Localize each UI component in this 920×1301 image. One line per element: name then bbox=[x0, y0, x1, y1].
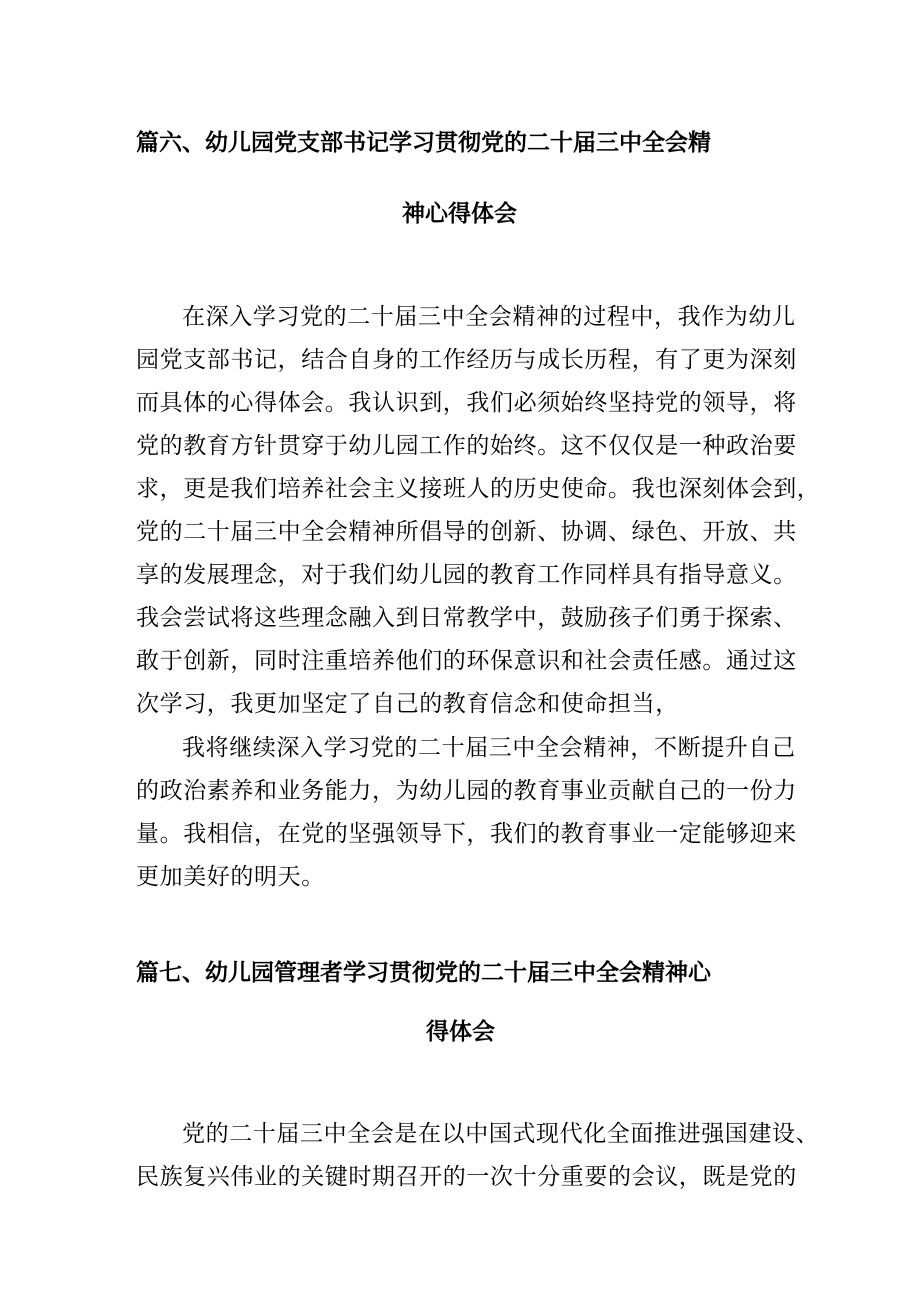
section6-p1-line: 敢于创新，同时注重培养他们的环保意识和社会责任感。通过这 bbox=[136, 648, 797, 674]
section6-title-line1: 篇六、幼儿园党支部书记学习贯彻党的二十届三中全会精 bbox=[136, 130, 711, 156]
section6-p2-line: 我将继续深入学习党的二十届三中全会精神，不断提升自己 bbox=[182, 735, 796, 761]
section7-title-line1: 篇七、幼儿园管理者学习贯彻党的二十届三中全会精神心 bbox=[136, 960, 711, 986]
section6-title-line2: 神心得体会 bbox=[402, 201, 517, 227]
section6-p2-line: 更加美好的明天。 bbox=[136, 864, 325, 890]
section6-p2-line: 量。我相信，在党的坚强领导下，我们的教育事业一定能够迎来 bbox=[136, 821, 797, 847]
section6-p1-line: 而具体的心得体会。我认识到，我们必须始终坚持党的领导，将 bbox=[136, 390, 797, 416]
section6-p1-line: 求，更是我们培养社会主义接班人的历史使命。我也深刻体会到， bbox=[136, 476, 821, 502]
section6-p1-line: 享的发展理念，对于我们幼儿园的教育工作同样具有指导意义。 bbox=[136, 562, 797, 588]
section7-p1-line: 党的二十届三中全会是在以中国式现代化全面推进强国建设、 bbox=[182, 1121, 820, 1147]
section6-p1-line: 我会尝试将这些理念融入到日常教学中，鼓励孩子们勇于探索、 bbox=[136, 605, 797, 631]
section6-p1-line: 园党支部书记，结合自身的工作经历与成长历程，有了更为深刻 bbox=[136, 347, 797, 373]
section6-p1-line: 党的二十届三中全会精神所倡导的创新、协调、绿色、开放、共 bbox=[136, 519, 797, 545]
section7-p1-line: 民族复兴伟业的关键时期召开的一次十分重要的会议，既是党的 bbox=[136, 1164, 797, 1190]
section6-p2-line: 的政治素养和业务能力，为幼儿园的教育事业贡献自己的一份力 bbox=[136, 778, 797, 804]
section6-p1-line: 次学习，我更加坚定了自己的教育信念和使命担当， bbox=[136, 691, 679, 717]
section7-title-line2: 得体会 bbox=[426, 1019, 495, 1045]
section6-p1-line: 在深入学习党的二十届三中全会精神的过程中，我作为幼儿 bbox=[182, 304, 796, 330]
section6-p1-line: 党的教育方针贯穿于幼儿园工作的始终。这不仅仅是一种政治要 bbox=[136, 433, 797, 459]
